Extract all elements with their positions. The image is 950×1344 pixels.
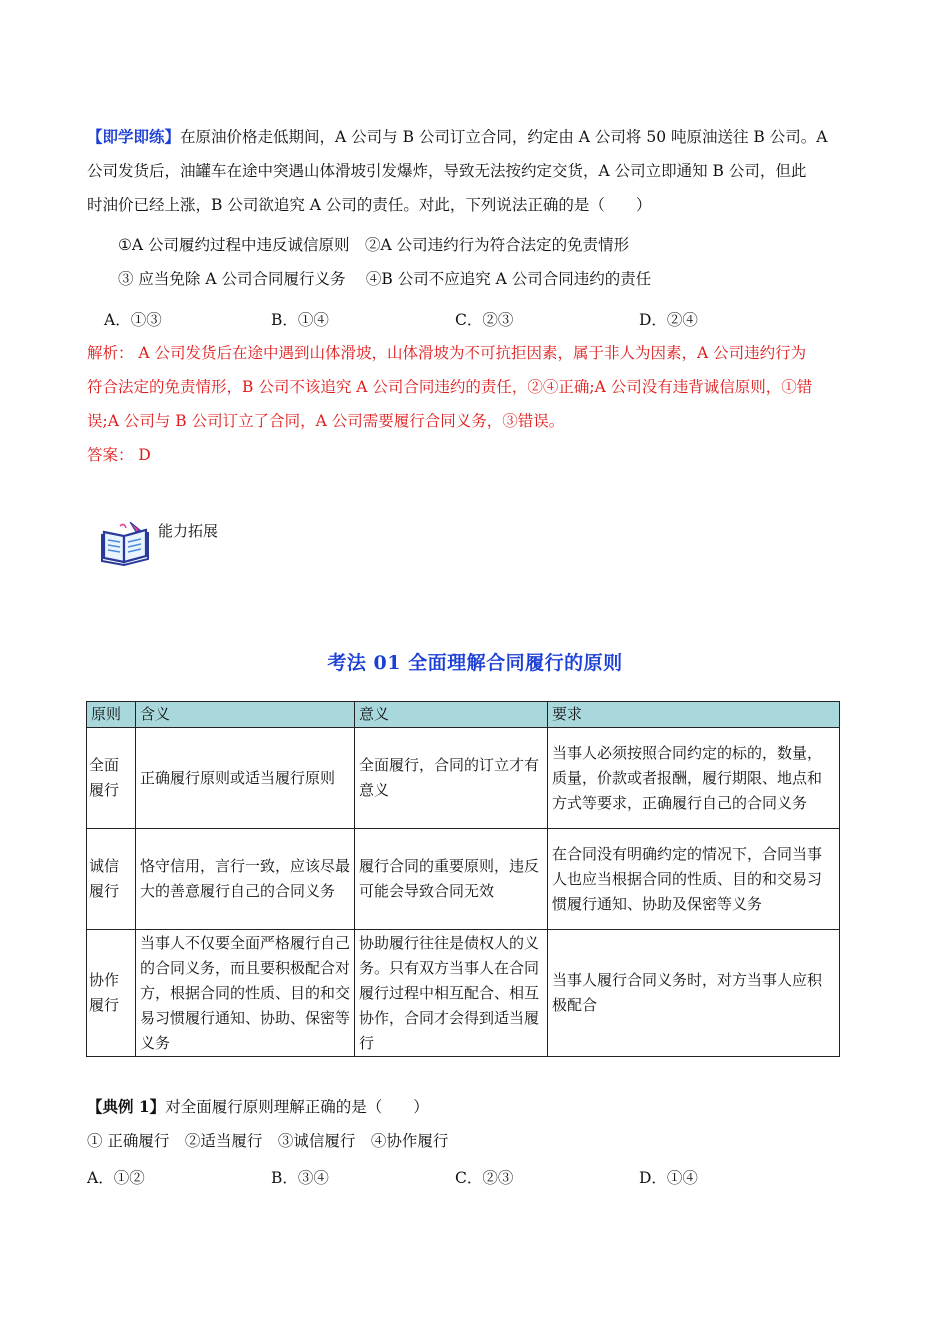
analysis-line-2: 符合法定的免责情形，B 公司不该追究 A 公司合同违约的责任，②④正确;A 公司没有违背诚信原则，①错	[87, 378, 813, 396]
header-significance: 意义	[355, 702, 548, 728]
cell-requirement: 在合同没有明确约定的情况下，合同当事人也应当根据合同的性质、目的和交易习惯履行通知、协助及保密等义务	[548, 829, 840, 930]
example-question-text: 对全面履行原则理解正确的是（ ）	[165, 1098, 429, 1116]
practice-statements	[118, 228, 898, 296]
example-option-d: D．①④	[639, 1169, 698, 1187]
table-header-row	[87, 702, 840, 728]
example-option-c: C．②③	[455, 1169, 514, 1187]
cell-significance: 协助履行往往是债权人的义务。只有双方当事人在合同履行过程中相互配合、相互协作，合同才会得到适当履行	[355, 930, 548, 1057]
analysis-line-1: 解析： A 公司发货后在途中遇到山体滑坡，山体滑坡为不可抗拒因素，属于非人为因素，A 公司违约行为	[87, 344, 807, 362]
open-book-icon	[100, 518, 152, 566]
cell-meaning: 正确履行原则或适当履行原则	[136, 728, 355, 829]
practice-answer: 答案： D	[87, 446, 151, 464]
table-row	[87, 829, 840, 930]
practice-option-d: D．②④	[639, 311, 698, 329]
cell-principle: 诚信履行	[87, 829, 136, 930]
table-row	[87, 930, 840, 1057]
ability-label: 能力拓展	[158, 522, 219, 540]
practice-tag: 【即学即练】	[87, 127, 181, 146]
table-row	[87, 728, 840, 829]
section-title: 考法 01 全面理解合同履行的原则	[327, 652, 623, 674]
statement-line-2: ③ 应当免除 A 公司合同履行义务 ④B 公司不应追究 A 公司合同违约的责任	[118, 270, 652, 288]
practice-line-3: 时油价已经上涨，B 公司欲追究 A 公司的责任。对此，下列说法正确的是（ ）	[87, 196, 652, 214]
practice-analysis	[87, 336, 867, 472]
cell-principle: 全面履行	[87, 728, 136, 829]
cell-meaning: 恪守信用，言行一致，应该尽最大的善意履行自己的合同义务	[136, 829, 355, 930]
cell-meaning: 当事人不仅要全面严格履行自己的合同义务，而且要积极配合对方，根据合同的性质、目的和交易习惯履行通知、协助、保密等义务	[136, 930, 355, 1057]
practice-question	[87, 120, 867, 222]
header-meaning: 含义	[136, 702, 355, 728]
header-principle: 原则	[87, 702, 136, 728]
example-option-b: B．③④	[271, 1169, 329, 1187]
example-question	[87, 1090, 867, 1158]
practice-line-2: 公司发货后，油罐车在途中突遇山体滑坡引发爆炸，导致无法按约定交货，A 公司立即通知 B 公司，但此	[87, 162, 807, 180]
cell-requirement: 当事人必须按照合同约定的标的，数量，质量，价款或者报酬，履行期限、地点和方式等要求，正确履行自己的合同义务	[548, 728, 840, 829]
cell-significance: 履行合同的重要原则，违反可能会导致合同无效	[355, 829, 548, 930]
example-statements: ① 正确履行 ②适当履行 ③诚信履行 ④协作履行	[87, 1132, 449, 1150]
example-tag: 【典例 1】	[87, 1097, 166, 1116]
principles-table	[86, 701, 840, 1057]
practice-option-c: C．②③	[455, 311, 514, 329]
example-option-a: A．①②	[87, 1169, 145, 1187]
cell-significance: 全面履行，合同的订立才有意义	[355, 728, 548, 829]
analysis-line-3: 误;A 公司与 B 公司订立了合同，A 公司需要履行合同义务，③错误。	[87, 412, 565, 430]
practice-option-b: B．①④	[271, 311, 329, 329]
header-requirement: 要求	[548, 702, 840, 728]
practice-line-1: 在原油价格走低期间，A 公司与 B 公司订立合同，约定由 A 公司将 50 吨原油送往 B 公司。A	[180, 128, 828, 146]
statement-line-1: ①A 公司履约过程中违反诚信原则 ②A 公司违约行为符合法定的免责情形	[118, 236, 630, 254]
cell-requirement: 当事人履行合同义务时，对方当事人应积极配合	[548, 930, 840, 1057]
cell-principle: 协作履行	[87, 930, 136, 1057]
practice-option-a: A．①③	[104, 311, 162, 329]
